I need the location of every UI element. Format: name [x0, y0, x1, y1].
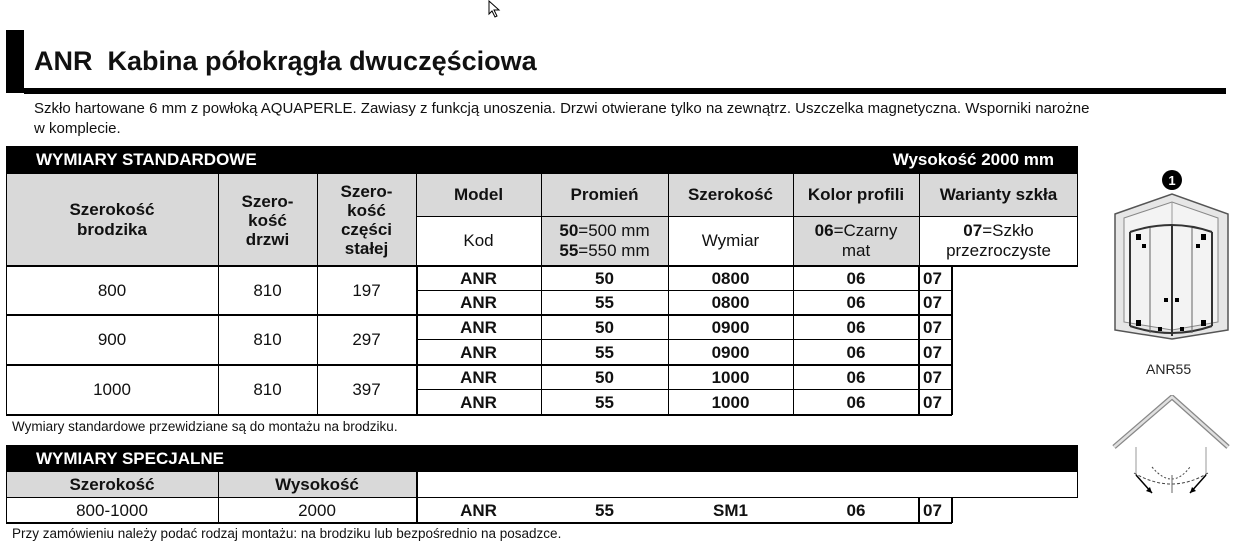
table-row-5-width: 1000 [711, 367, 750, 387]
table-row-1-profile: 06 [846, 268, 866, 288]
table-row-4-radius: 55 [595, 342, 614, 362]
standard-header-title: WYMIARY STANDARDOWE [36, 150, 257, 169]
special-row-radius: 55 [595, 500, 614, 520]
table-row-6-profile: 06 [846, 392, 866, 412]
table-row-3-model: ANR [460, 317, 497, 337]
subheader-code: Kod [463, 231, 494, 250]
subheader-glass: 07=Szkło przezroczyste [946, 221, 1051, 260]
header-glass: Warianty szkła [939, 185, 1058, 204]
group-tray-800: 800 [97, 280, 127, 300]
group-door-1000: 810 [253, 380, 282, 399]
header-profile: Kolor profili [807, 185, 905, 204]
table-row-5-glass: 07 [923, 367, 942, 387]
product-name: Kabina półokrągła dwuczęściowa [107, 46, 537, 76]
special-row-width: 800-1000 [76, 500, 148, 520]
description-line-2: w komplecie. [34, 120, 121, 137]
product-code: ANR [34, 46, 93, 76]
table-row-2-profile: 06 [846, 293, 866, 312]
subheader-profile: 06=Czarny mat [814, 221, 898, 260]
plan-view-illustration [1112, 395, 1230, 497]
table-row-3-glass: 07 [923, 317, 942, 337]
group-door-800: 810 [253, 280, 282, 300]
table-row-4-glass: 07 [923, 342, 942, 362]
description-line-1: Szkło hartowane 6 mm z powłoką AQUAPERLE. Zawiasy z funkcją unoszenia. Drzwi otwierane tylko na zewnątrz. Uszczelka magnetyczna. Wsporniki narożne [34, 100, 1090, 117]
table-row-6-glass: 07 [923, 392, 942, 412]
table-row-4-width: 0900 [711, 342, 750, 362]
special-row-size: SM1 [713, 500, 748, 520]
table-row-1-radius: 50 [595, 268, 614, 288]
special-header-width: Szerokość [69, 474, 155, 494]
figure-caption: ANR55 [1146, 361, 1192, 377]
group-tray-900: 900 [97, 330, 127, 349]
group-fixed-1000: 397 [352, 380, 381, 399]
standard-height-label: Wysokość 2000 mm [892, 150, 1054, 169]
table-row-2-glass: 07 [923, 293, 942, 312]
title-underline [24, 88, 1226, 94]
shower-cabin-illustration [1112, 190, 1230, 340]
table-row-5-profile: 06 [846, 367, 866, 387]
table-row-2-width: 0800 [711, 293, 750, 312]
table-row-4-profile: 06 [846, 342, 866, 362]
header-radius: Promień [570, 185, 639, 204]
special-row-profile: 06 [846, 500, 866, 520]
special-row-glass: 07 [923, 500, 942, 520]
standard-header-bar [6, 146, 1078, 174]
special-header-bar [6, 445, 1078, 472]
table-row-6-model: ANR [460, 392, 497, 412]
special-header-height: Wysokość [275, 474, 359, 494]
figure-marker: 1 [1162, 170, 1182, 190]
table-row-3-profile: 06 [846, 317, 866, 337]
header-width: Szerokość [687, 185, 774, 204]
table-row-2-model: ANR [460, 293, 497, 312]
header-fixed-width: Szero- kość części stałej [340, 182, 393, 258]
table-row-1-width: 0800 [711, 268, 750, 288]
table-row-6-radius: 55 [595, 392, 614, 412]
table-row-2-radius: 55 [595, 293, 614, 312]
special-note: Przy zamówieniu należy podać rodzaj montażu: na brodziku lub bezpośrednio na posadzce. [12, 526, 562, 541]
group-door-900: 810 [253, 330, 282, 349]
mouse-pointer-icon [488, 0, 502, 18]
special-row-model: ANR [460, 500, 497, 520]
table-row-1-glass: 07 [923, 268, 942, 288]
table-row-6-width: 1000 [711, 392, 750, 412]
header-door-width: Szero- kość drzwi [241, 191, 294, 249]
header-model: Model [453, 185, 504, 204]
table-row-5-model: ANR [460, 367, 497, 387]
page-title [34, 46, 537, 77]
table-row-5-radius: 50 [595, 367, 614, 387]
subheader-width: Wymiar [701, 231, 760, 250]
table-row-3-width: 0900 [711, 317, 750, 337]
special-row-height: 2000 [298, 500, 336, 520]
table-row-3-radius: 50 [595, 317, 614, 337]
table-row-4-model: ANR [460, 342, 497, 362]
group-tray-1000: 1000 [93, 380, 131, 399]
table-row-1-model: ANR [460, 268, 497, 288]
group-fixed-800: 197 [352, 280, 381, 300]
title-accent-bar [6, 30, 24, 93]
special-header-title: WYMIARY SPECJALNE [36, 449, 224, 468]
subheader-radius: 50=500 mm 55=550 mm [559, 221, 650, 260]
group-fixed-900: 297 [352, 330, 381, 349]
standard-note: Wymiary standardowe przewidziane są do montażu na brodziku. [12, 419, 398, 434]
header-tray-width: Szerokość brodzika [69, 200, 155, 239]
